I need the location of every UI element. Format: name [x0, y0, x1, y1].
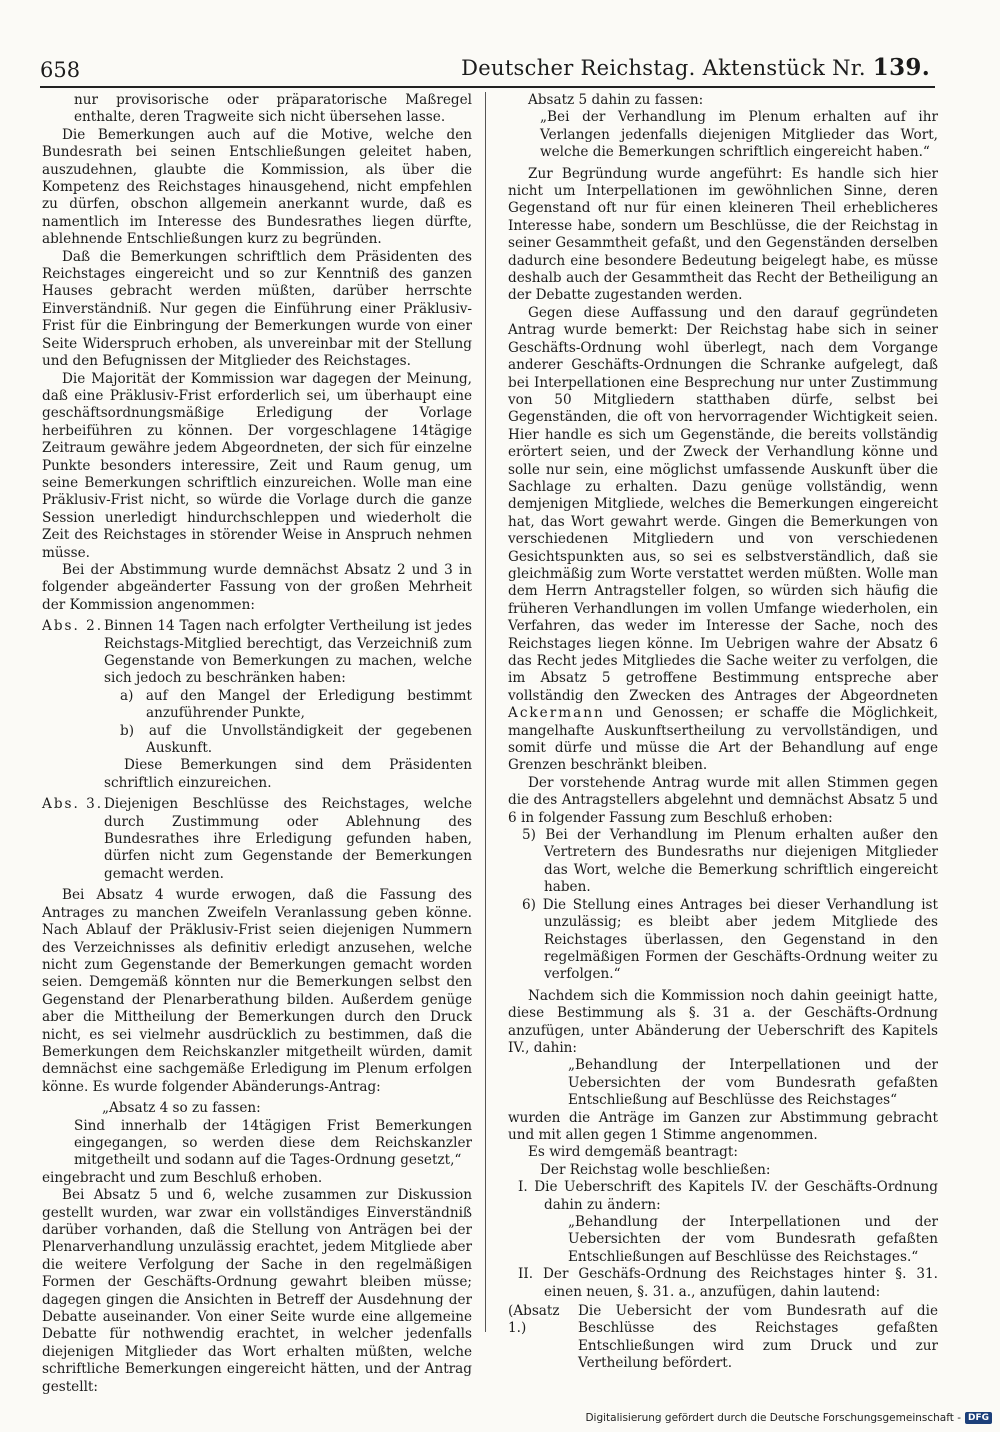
absatz-label: (Absatz 1.)	[508, 1303, 560, 1337]
quote: „Behandlung der Interpellationen und der Uebersichten der vom Bundesrath gefaßten Entschließungen auf Beschlüsse des Reichstages.“	[568, 1214, 938, 1265]
quote: „Bei der Verhandlung im Plenum erhalten auf ihr Verlangen jedenfalls diejenigen Mitglieder das Wort, welche die Bemerkungen schriftlich eingereicht haben.“	[540, 109, 938, 161]
paragraph: Die Bemerkungen auch auf die Motive, welche den Bundesrath bei seinen Entschließungen geleitet haben, auszudehnen, glaubte die Kommission, als über die Kompetenz des Reichstages hinausgehend, nicht empfehlen zu dürfen, obschon allgemein anerkannt wurde, daß es namentlich im Interesse des Bundesrathes liegen dürfte, ablehnende Entschließungen kurz zu begründen.	[42, 126, 472, 248]
paragraph: Der Reichstag wolle beschließen:	[540, 1161, 771, 1178]
quote: „Behandlung der Interpellationen und der Uebersichten der vom Bundesrath gefaßten Entschließung auf Beschlüsse des Reichstages“	[568, 1057, 938, 1109]
document-number: 139.	[872, 54, 930, 81]
paragraph: Die Majorität der Kommission war dagegen der Meinung, daß eine Präklusiv-Frist erforderlich sei, um überhaupt eine geschäftsordnungsmäßige Erledigung der Vorlage herbeiführen zu können. Der vorgeschlagene 14tägige Zeitraum gewähre jedem Abgeordneten, der sich für einzelne Punkte besonders interessire, Zeit und Raum genug, um seine Bemerkungen schriftlich einzureichen. Wolle man eine Präklusiv-Frist nicht, so würde die Vorlage durch die ganze Session unerledigt hindurchschleppen und wiederholt die Zeit des Reichstages in störender Weise in Anspruch nehmen müsse.	[42, 370, 472, 561]
paragraph: Bei Absatz 4 wurde erwogen, daß die Fassung des Antrages zu manchen Zweifeln Veranlassung geben könne. Nach Ablauf der Präklusiv-Frist seien diejenigen Nummern des Verzeichnisses als definitiv erledigt anzusehen, welche nicht zum Gegenstande der Bemerkungen gemacht worden seien. Demgemäß könnten nur die Bemerkungen selbst den Gegenstand der Plenarberathung bilden. Außerdem genüge aber die Mittheilung der Bemerkungen durch den Druck nicht, es sei vielmehr ausdrücklich zu bestimmen, daß die Bemerkungen dem Reichskanzler mitgetheilt würden, damit demnächst eine sachgemäße Erledigung im Plenum erfolgen könne. Es wurde folgender Abänderungs-Antrag:	[42, 887, 472, 1095]
paragraph	[508, 305, 938, 775]
quote-heading: „Absatz 4 so zu fassen:	[102, 1100, 261, 1117]
running-title-text: Deutscher Reichstag. Aktenstück Nr.	[461, 56, 866, 80]
absatz-body	[104, 796, 472, 883]
page-number: 658	[40, 58, 81, 82]
paragraph: Bei Absatz 5 und 6, welche zusammen zur Diskussion gestellt wurden, war zwar ein vollständiges Einverständniß darüber vorhanden, daß die Stellung von Anträgen bei der Plenarverhandlung unzulässig erachtet, jedem Mitgliede aber die weitere Verfolgung der Sache in den regelmäßigen Formen der Geschäfts-Ordnung gewahrt bleiben müsse; dagegen gingen die Ansichten in Betreff der Ausdehnung der Debatte auseinander. Von einer Seite wurde eine allgemeine Debatte für nothwendig erachtet, in welcher jedenfalls diejenigen Mitglieder das Wort erhalten müßten, welche schriftliche Bemerkungen eingereicht hätten, und der Antrag gestellt:	[42, 1187, 472, 1395]
page-header	[40, 56, 930, 84]
absatz-text: Diese Bemerkungen sind dem Präsidenten schriftlich einzureichen.	[104, 757, 472, 791]
absatz-text: Binnen 14 Tagen nach erfolgter Vertheilung ist jedes Reichstags-Mitglied berechtigt, das Verzeichniß zum Gegenstande von Bemerkungen zu machen, welche sich jedoch zu beschränken haben:	[104, 618, 472, 687]
paragraph: Absatz 5 dahin zu fassen:	[528, 92, 704, 108]
paragraph-text: und Genossen; er schaffe die Möglichkeit, mangelhafte Auskunftsertheilung zu vervollständigen, und somit dürfe und müsse die Art der Behandlung auf enge Grenzen beschränkt bleiben.	[508, 705, 939, 774]
absatz-text: Die Uebersicht der vom Bundesrath auf die Beschlüsse des Reichstages gefaßten Entschließungen wird zum Druck und zur Vertheilung befördert.	[578, 1303, 938, 1372]
list-item: 5) Bei der Verhandlung im Plenum erhalten außer den Vertretern des Bundesraths nur diejenigen Mitglieder das Wort, welche die Bemerkung schriftlich eingereicht haben.	[522, 827, 938, 896]
paragraph: wurden die Anträge im Ganzen zur Abstimmung gebracht und mit allen gegen 1 Stimme angenommen.	[508, 1109, 938, 1143]
paragraph: Der vorstehende Antrag wurde mit allen Stimmen gegen die des Antragstellers abgelehnt und demnächst Absatz 5 und 6 in folgender Fassung zum Beschluß erhoben:	[508, 774, 938, 826]
list-item: a) auf den Mangel der Erledigung bestimmt anzuführender Punkte,	[120, 687, 472, 722]
dfg-logo: DFG	[965, 1412, 992, 1424]
paragraph: Nachdem sich die Kommission noch dahin geeinigt hatte, diese Bestimmung als §. 31 a. der Geschäfts-Ordnung anzufügen, unter Abänderung der Ueberschrift des Kapitels IV., dahin:	[508, 987, 938, 1056]
absatz-label: Abs. 3.	[42, 796, 104, 813]
header-rule	[40, 86, 935, 88]
list-item: II. Der Geschäfs-Ordnung des Reichstages hinter §. 31. einen neuen, §. 31. a., anzufügen, dahin lautend:	[518, 1266, 938, 1300]
footer-text: Digitalisierung gefördert durch die Deutsche Forschungsgemeinschaft -	[585, 1412, 961, 1424]
paragraph: Bei der Abstimmung wurde demnächst Absatz 2 und 3 in folgender abgeänderter Fassung von der großen Mehrheit der Kommission angenommen:	[42, 561, 472, 613]
absatz-label: Abs. 2.	[42, 618, 104, 635]
absatz-1	[508, 1303, 938, 1373]
paragraph: Zur Begründung wurde angeführt: Es handle sich hier nicht um Interpellationen im gewöhnlichen Sinne, deren Gegenstand oft nur für einen kleineren Theil erheblicheres Interesse habe, sondern um Beschlüsse, die der Reichstag in seiner Gesammtheit gefaßt, und den Gegenständen derselben dadurch eine besondere Bedeutung beigelegt habe, es müsse deshalb auch der Gesammtheit das Recht der Betheiligung an der Debatte zugestanden werden.	[508, 165, 938, 304]
absatz-2	[42, 618, 472, 792]
list-item: I. Die Ueberschrift des Kapitels IV. der Geschäfts-Ordnung dahin zu ändern:	[518, 1179, 938, 1213]
absatz-body	[104, 618, 472, 792]
absatz-text: Diejenigen Beschlüsse des Reichstages, welche durch Zustimmung oder Ablehnung des Bundesrathes ihre Erledigung gefunden haben, dürfen nicht zum Gegenstande der Bemerkungen gemacht werden.	[104, 796, 472, 882]
paragraph: Es wird demgemäß beantragt:	[528, 1144, 738, 1161]
absatz-3	[42, 796, 472, 883]
quote: Sind innerhalb der 14tägigen Frist Bemerkungen eingegangen, so werden diese dem Reichskanzler mitgetheilt und sodann auf die Tages-Ordnung gesetzt,“	[74, 1117, 472, 1169]
digitization-footer	[585, 1412, 992, 1424]
paragraph: eingebracht und zum Beschluß erhoben.	[42, 1169, 323, 1186]
left-column	[42, 92, 472, 1396]
running-title	[461, 56, 930, 80]
column-divider	[485, 92, 486, 1332]
person-name: Ackermann	[508, 705, 605, 722]
list-item: b) auf die Unvollständigkeit der gegebenen Auskunft.	[120, 722, 472, 757]
paragraph-text: Gegen diese Auffassung und den darauf gegründeten Antrag wurde bemerkt: Der Reichstag habe sich in seiner Geschäfts-Ordnung wohl überlegt, nach dem Vorgange anderer Geschäfts-Ordnungen die Schranke aufgelegt, daß bei Interpellationen eine Besprechung nur unter Zustimmung von 50 Mitgliedern statthaben dürfe, selbst bei Gegenständen, die oft von hervorragender Wichtigkeit seien. Hier handle es sich um Gegenstände, die bereits vollständig erörtert seien, und der Zweck der Verhandlung könne und solle nur sein, eine möglichst umfassende Auskunft über die Sachlage zu erhalten. Dazu genüge vollständig, wenn demjenigen Mitgliede, welches die Bemerkungen eingereicht hat, das Wort gewahrt werde. Gingen die Bemerkungen von verschiedenen Mitgliedern und von verschiedenen Gesichtspunkten aus, so sei es selbstverständlich, daß sie gleichmäßig zum Worte verstattet werden müßten. Wolle man dem Herrn Antragsteller folgen, so würden sich häufig die früheren Verhandlungen im vollen Umfange wiederholen, ein Verfahren, das weder im Interesse der Sache, noch des Reichstages liegen könne. Im Uebrigen wahre der Absatz 6 das Recht jedes Mitgliedes die Sache weiter zu verfolgen, die im Absatz 5 getroffene Bestimmung entspreche aber vollständig den Zwecken des Antrages der Abgeordneten	[508, 304, 938, 704]
list-item: 6) Die Stellung eines Antrages bei dieser Verhandlung ist unzulässig; es bleibt aber jedem Mitgliede des Reichstages überlassen, den Gegenstand in den regelmäßigen Formen der Geschäfts-Ordnung weiter zu verfolgen.“	[522, 896, 938, 983]
right-column	[508, 92, 938, 1373]
paragraph: nur provisorische oder präparatorische Maßregel enthalte, deren Tragweite sich nicht übersehen lasse.	[74, 92, 472, 126]
paragraph: Daß die Bemerkungen schriftlich dem Präsidenten des Reichstages eingereicht und so zur Kenntniß des ganzen Hauses gebracht werden müßten, darüber herrschte Einverständniß. Nur gegen die Einführung einer Präklusiv-Frist für die Einbringung der Bemerkungen wurde von einer Seite Widerspruch erhoben, als unvereinbar mit der Stellung und den Befugnissen der Mitglieder des Reichstages.	[42, 248, 472, 370]
